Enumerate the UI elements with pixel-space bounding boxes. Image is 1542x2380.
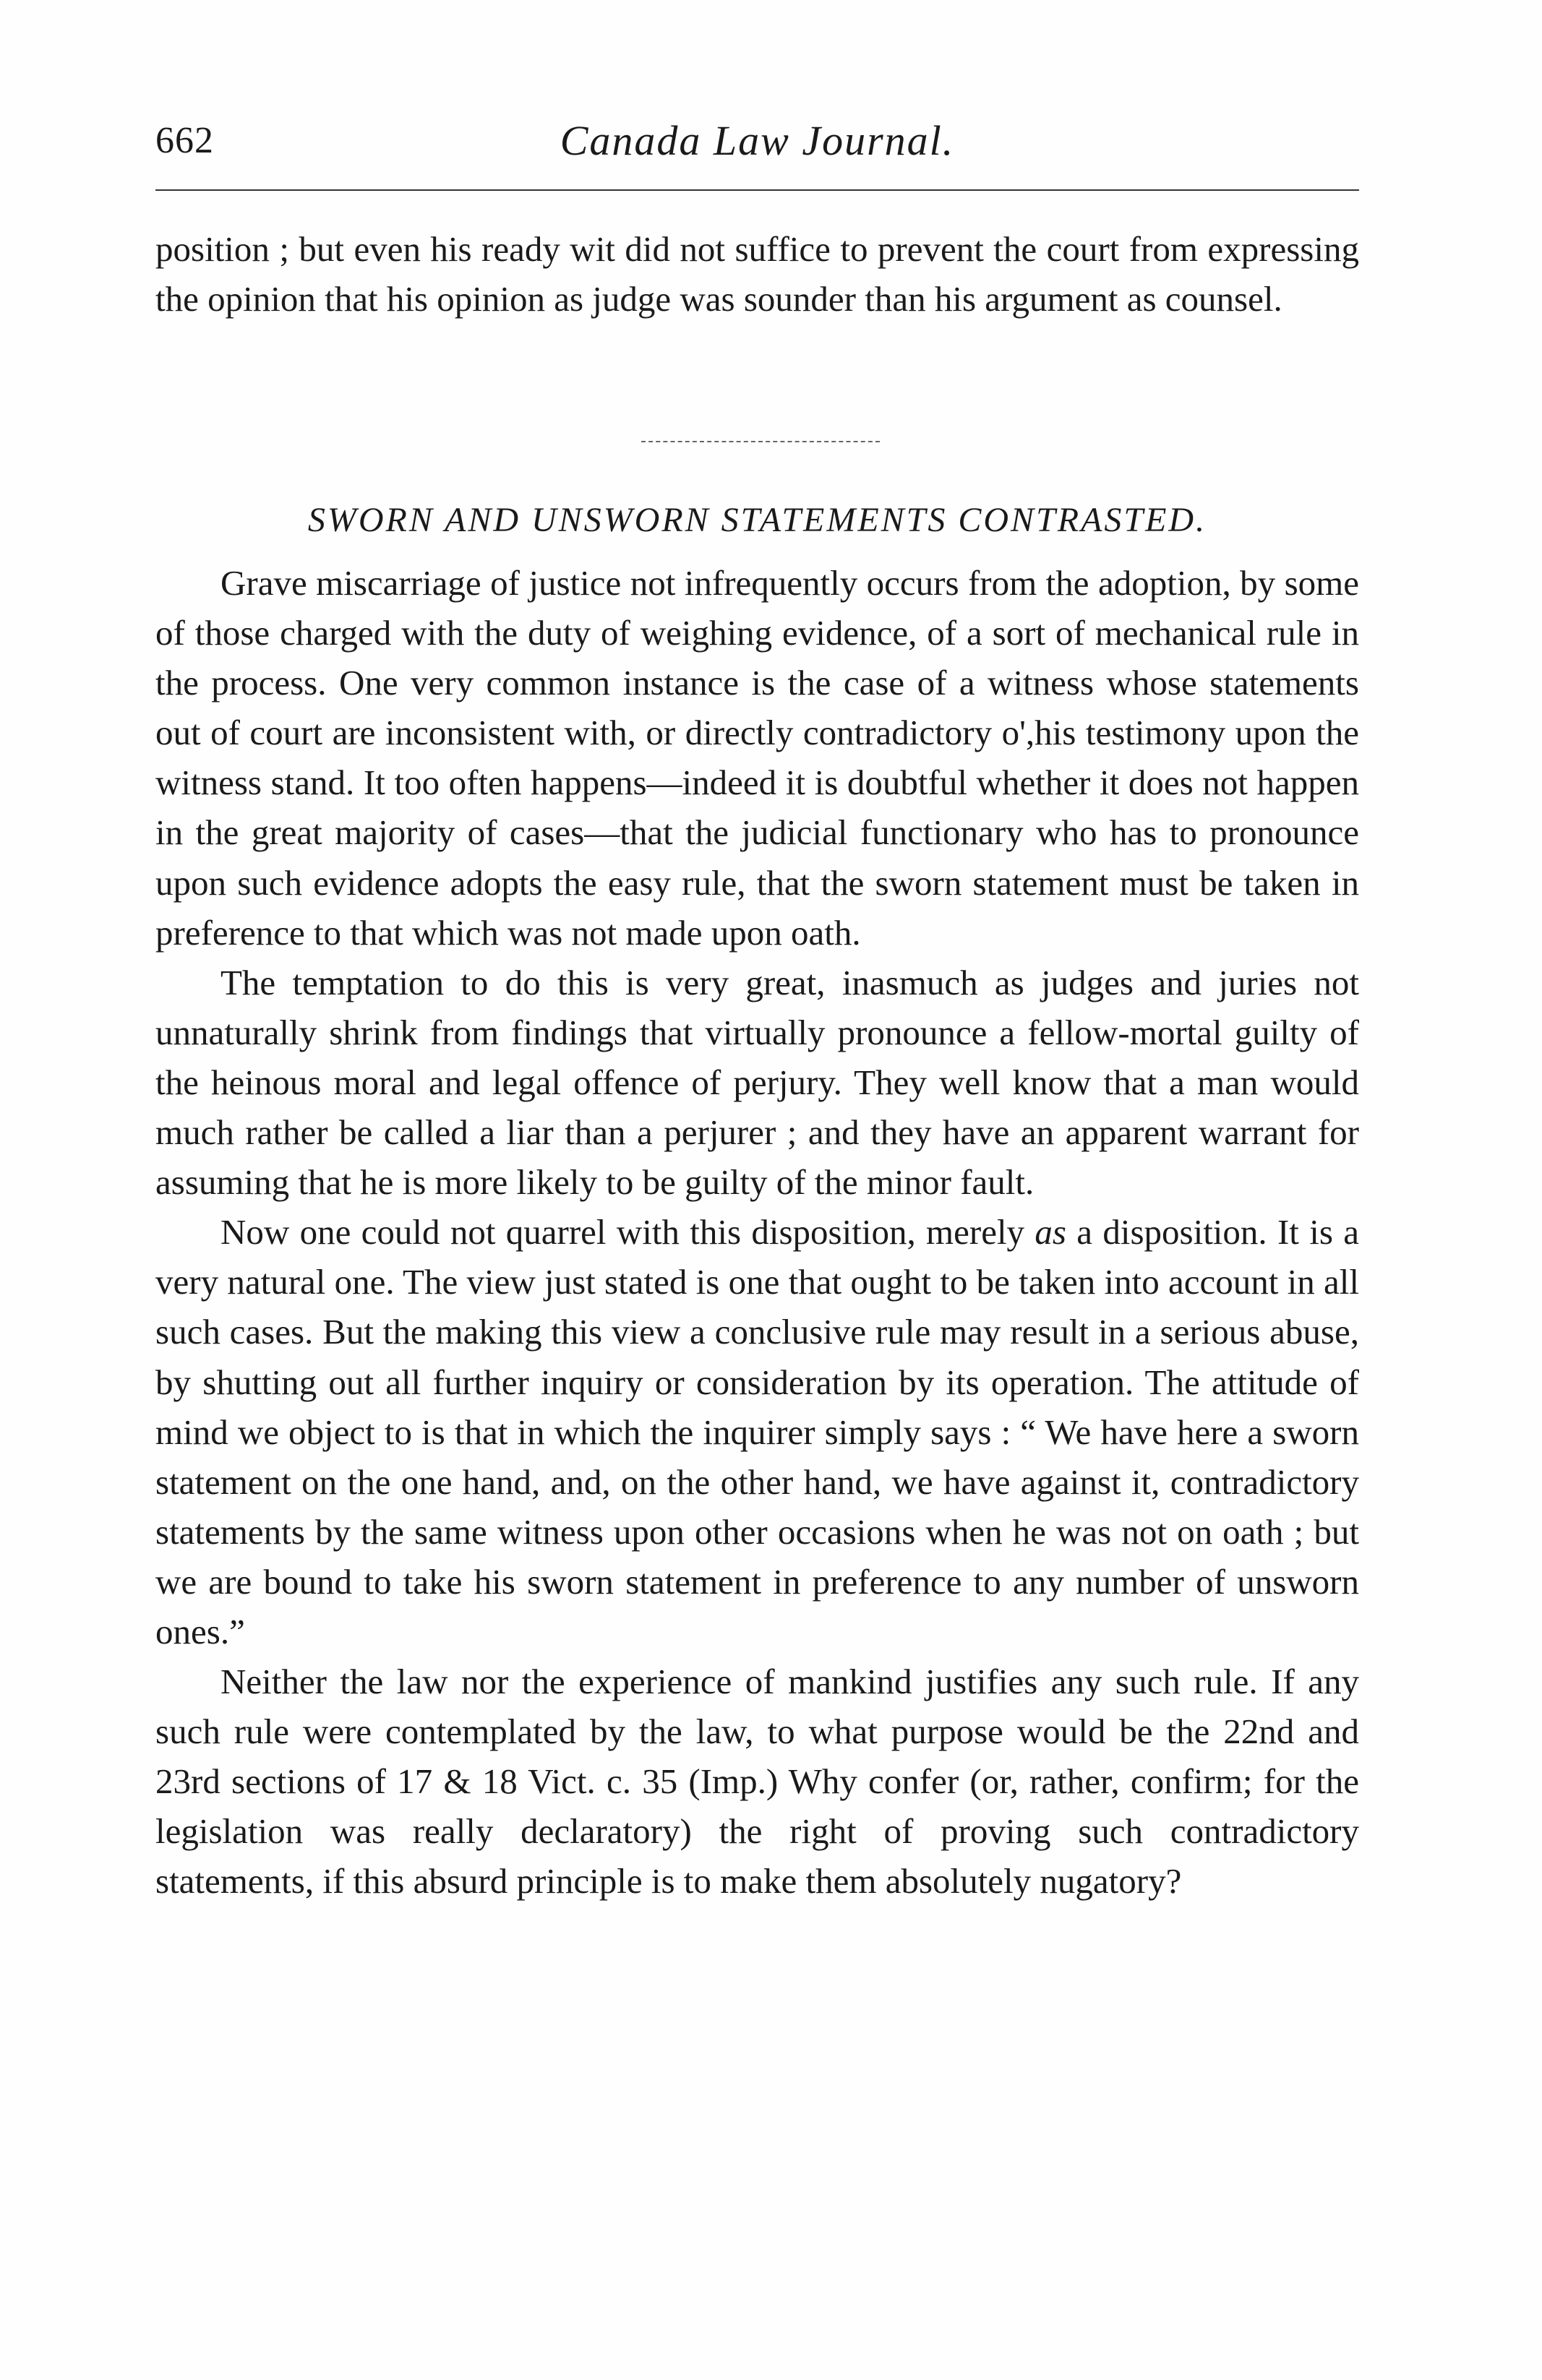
article-paragraph-4: Neither the law nor the experience of mankind justifies any such rule. If any such rule were contemplated by the law, to what purpose would be the 22nd and 23rd sections of 17 & 18 Vict. c. 35 (Imp.) Why confer (or, rather, confirm; for the legislation was really declaratory) the right of proving such contradictory statements, if this absurd principle is to make them absolutely nugatory?: [155, 1662, 1359, 1902]
article-paragraph-1: Grave miscarriage of justice not infrequently occurs from the adoption, by some of those charged with the duty of weighing evidence, of a sort of mechanical rule in the process. One very common instance is the case of a witness whose statements out of court are inconsistent with, or directly contradictory o',his testimony upon the witness stand. It too often happens—indeed it is doubtful whether it does not happen in the great majority of cases—that the judicial functionary who has to pronounce upon such evidence adopts the easy rule, that the sworn statement must be taken in preference to that which was not made upon oath.: [155, 563, 1359, 953]
page-number: 662: [155, 120, 214, 161]
running-title: Canada Law Journal.: [560, 117, 955, 164]
paragraph-3-after: a disposition. It is a very natural one. The view just stated is one that ought to be taken into account in all such cases. But the making this view a conclusive rule may result in a serious abuse, by shutting out all further inquiry or consideration by its operation. The attitude of mind we object to is that in which the inquirer simply says : “ We have here a sworn statement on the one hand, and, on the other hand, we have against it, contradictory statements by the same witness upon other occasions when he was not on oath ; but we are bound to take his sworn statement in preference to any number of unsworn ones.”: [155, 1212, 1359, 1651]
header-rule: [155, 189, 1359, 191]
paragraph-3-before: Now one could not quarrel with this disposition, merely: [220, 1212, 1035, 1253]
article-heading: SWORN AND UNSWORN STATEMENTS CONTRASTED.: [307, 501, 1207, 539]
article-paragraph-2: The temptation to do this is very great, inasmuch as judges and juries not unnaturally shrink from findings that virtually pronounce a fellow-mortal guilty of the heinous moral and legal offence of perjury. They well know that a man would much rather be called a liar than a perjurer ; and they have an apparent warrant for assuming that he is more likely to be guilty of the minor fault.: [155, 962, 1359, 1203]
continuation-text: [155, 224, 1359, 324]
continuation-paragraph: position ; but even his ready wit did not suffice to prevent the court from expressing the opinion that his opinion as judge was sounder than his argument as counsel.: [155, 229, 1359, 319]
page-header: [155, 108, 1359, 173]
paragraph-3-emphasis: as: [1035, 1212, 1066, 1253]
section-divider: [641, 441, 880, 442]
article-paragraph-3: [155, 1207, 1359, 1657]
article-body: [155, 558, 1359, 1907]
